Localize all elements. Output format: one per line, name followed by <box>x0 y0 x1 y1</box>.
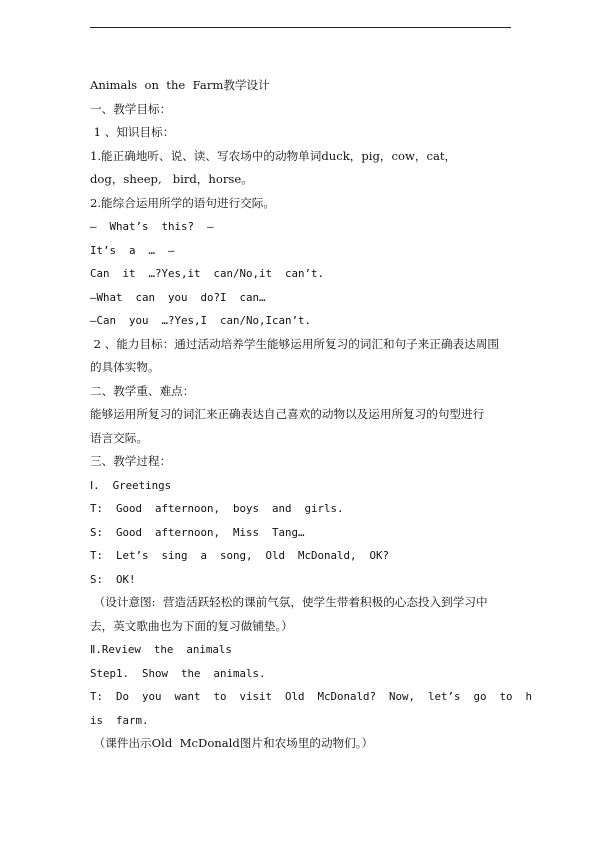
header-rule <box>90 27 511 28</box>
dialogue-line: S: OK! <box>90 572 136 586</box>
paragraph-line: 的具体实物。 <box>90 360 160 374</box>
paragraph-line: 1.能正确地听、说、读、写农场中的动物单词duck，pig，cow，cat， <box>90 148 457 163</box>
step-heading-review: Ⅱ.Review the animals <box>90 643 232 656</box>
paragraph-line: dog，sheep, bird，horse。 <box>90 172 253 186</box>
section-heading-key-points: 二、教学重、难点： <box>90 383 195 398</box>
dialogue-line: S: Good afternoon, Miss Tang… <box>90 525 305 539</box>
step-heading-greetings: Ⅰ. Greetings <box>90 478 172 492</box>
dialogue-line: T: Do you want to visit Old McDonald? Now, let’s go to h <box>90 690 533 703</box>
design-note-line: （设计意图: 营造活跃轻松的课前气氛，使学生带着积极的心态投入到学习中 <box>90 595 488 609</box>
paragraph-line: 语言交际。 <box>90 430 148 445</box>
section-heading-objectives: 一、教学目标： <box>90 101 172 116</box>
dialogue-line: —Can you …?Yes,I can/No,Ican’t. <box>90 314 312 327</box>
dialogue-line: T: Let’s sing a song, Old McDonald, OK? <box>90 549 390 562</box>
dialogue-line: Can it …?Yes,it can/No,it can’t. <box>90 267 325 280</box>
dialogue-line: —What can you do?I can… <box>90 290 266 304</box>
section-heading-process: 三、教学过程： <box>90 454 172 468</box>
document-body <box>90 74 533 756</box>
document-title: Animals on the Farm教学设计 <box>90 78 270 92</box>
design-note-line: 去，英文歌曲也为下面的复习做铺垫。） <box>90 618 293 633</box>
subheading-ability-objectives: 2 、能力目标：通过活动培养学生能够运用所复习的词汇和句子来正确表达周围 <box>90 336 499 351</box>
dialogue-line: — What’s this? — <box>90 220 214 233</box>
paragraph-line: 2.能综合运用所学的语句进行交际。 <box>90 195 275 210</box>
paragraph-line: 能够运用所复习的词汇来正确表达自己喜欢的动物以及运用所复习的句型进行 <box>90 407 485 421</box>
dialogue-line: It’s a … — <box>90 243 175 257</box>
dialogue-line: Step1. Show the animals. <box>90 666 266 680</box>
dialogue-line: is farm. <box>90 713 149 727</box>
design-note-line: （课件出示Old McDonald图片和农场里的动物们。） <box>90 736 374 750</box>
subheading-knowledge-objectives: 1 、知识目标： <box>90 125 175 139</box>
dialogue-line: T: Good afternoon, boys and girls. <box>90 502 344 515</box>
